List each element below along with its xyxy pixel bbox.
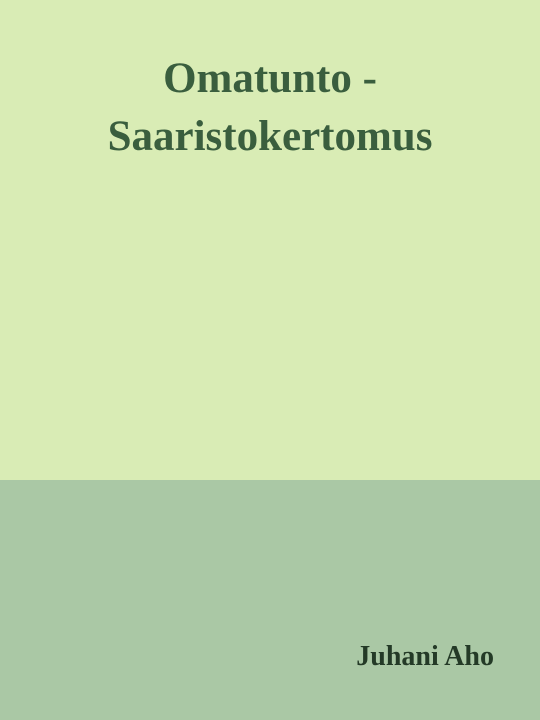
- book-title-line-1: Omatunto -: [163, 55, 377, 102]
- book-title-line-2: Saaristokertomus: [107, 113, 433, 160]
- book-title: [0, 50, 540, 166]
- cover-bottom-panel: [0, 480, 540, 720]
- book-author: Juhani Aho: [356, 641, 494, 672]
